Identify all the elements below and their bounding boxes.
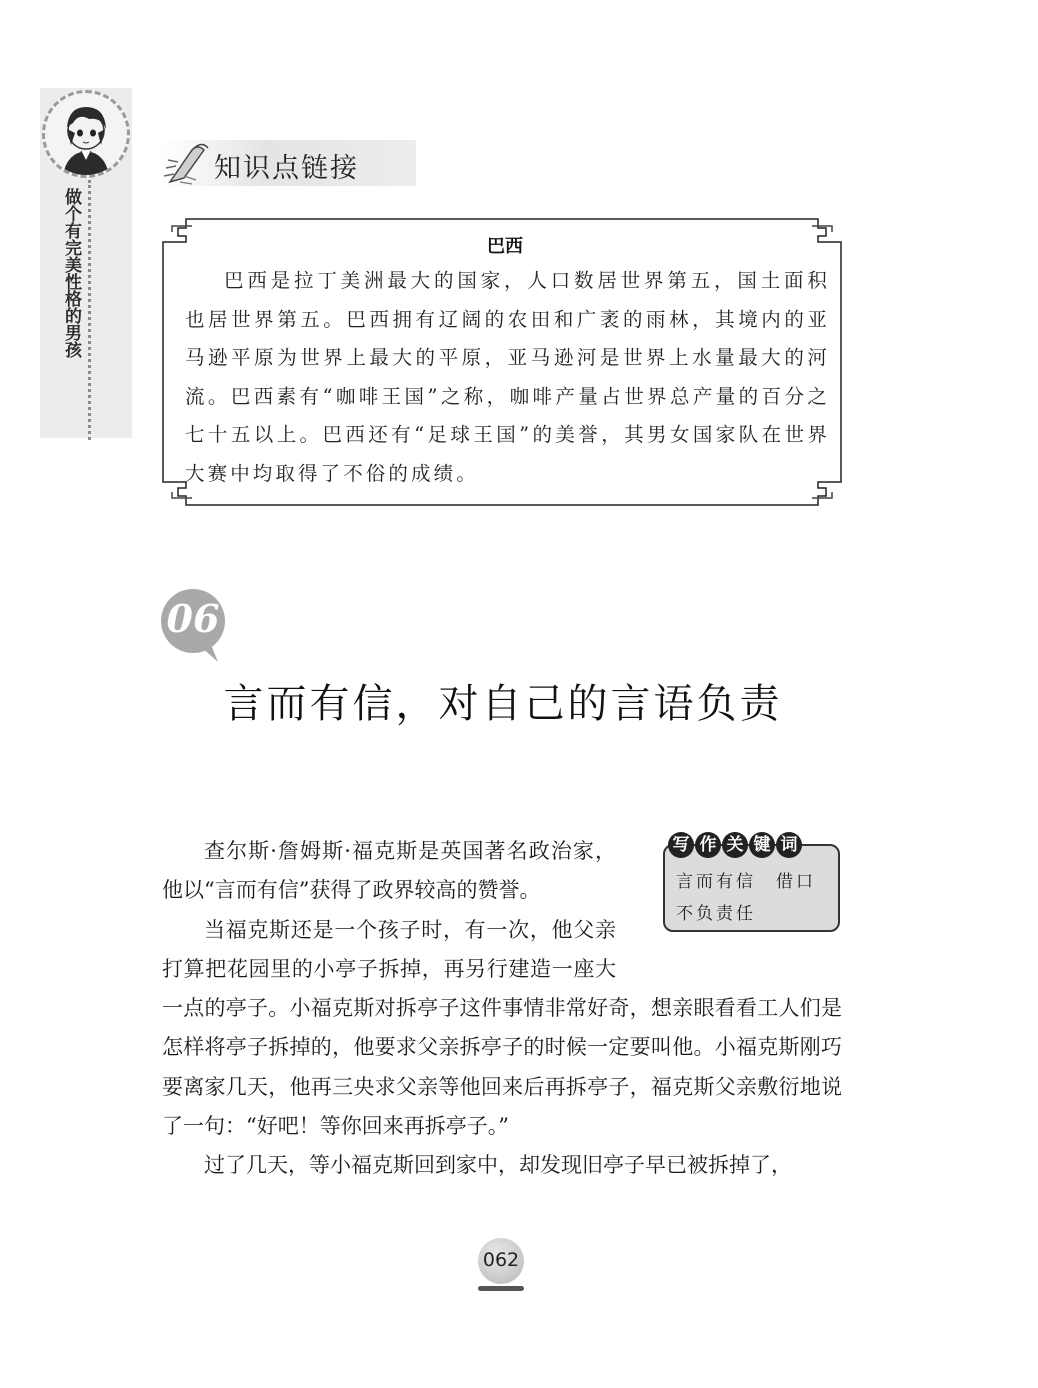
knowledge-header-title: 知识点链接 [214,153,359,184]
boy-avatar-icon [42,90,130,178]
chapter-number: 06 [166,596,220,641]
body-paragraph: 当福克斯还是一个孩子时，有一次，他父亲打算把花园里的小亭子拆掉，再另行建造一座大一点的亭子。小福克斯对拆亭子这件事情非常好奇，想亲眼看看工人们是怎样将亭子拆掉的，他要求父亲拆亭子的时候一定要叫他。小福克斯刚巧要离家几天，他再三央求父亲等他回来后再拆亭子，福克斯父亲敷衍地说了一句：“好吧！等你回来再拆亭子。” [162,917,842,1139]
keyword-header-char: 写 [668,832,694,858]
scroll-icon [162,138,212,188]
page-number-underline [478,1286,524,1291]
knowledge-box-title: 巴西 [487,236,523,257]
keyword-header-char: 作 [695,832,721,858]
keyword-header-char: 关 [722,832,748,858]
chapter-title: 言而有信，对自己的言语负责 [223,681,783,727]
keyword-float-spacer [616,832,842,982]
knowledge-box-paragraph: 巴西是拉丁美洲最大的国家，人口数居世界第五，国土面积也居世界第五。巴西拥有辽阔的农田和广袤的雨林，其境内的亚马逊平原为世界上最大的平原，亚马逊河是世界上水量最大的河流。巴西素有“咖啡王国”之称，咖啡产量占世界总产量的百分之七十五以上。巴西还有“足球王国”的美誉，其男女国家队在世界大赛中均取得了不俗的成绩。 [185,269,830,485]
body-paragraph: 过了几天，等小福克斯回到家中，却发现旧亭子早已被拆掉了， [204,1153,792,1178]
keyword-header-char: 键 [749,832,775,858]
keyword-line: 不负责任 [676,904,756,924]
knowledge-box-text [185,262,830,494]
article-body [162,832,842,1186]
keyword-header-char: 词 [776,832,802,858]
keyword-line: 言而有信 借口 [676,872,816,892]
sidebar-dotted-line [88,180,91,440]
page-number: 062 [478,1238,524,1284]
sidebar-book-title: 做个有完美性格的男孩 [61,188,81,358]
body-paragraph: 查尔斯·詹姆斯·福克斯是英国著名政治家，他以“言而有信”获得了政界较高的赞誉。 [162,839,616,903]
